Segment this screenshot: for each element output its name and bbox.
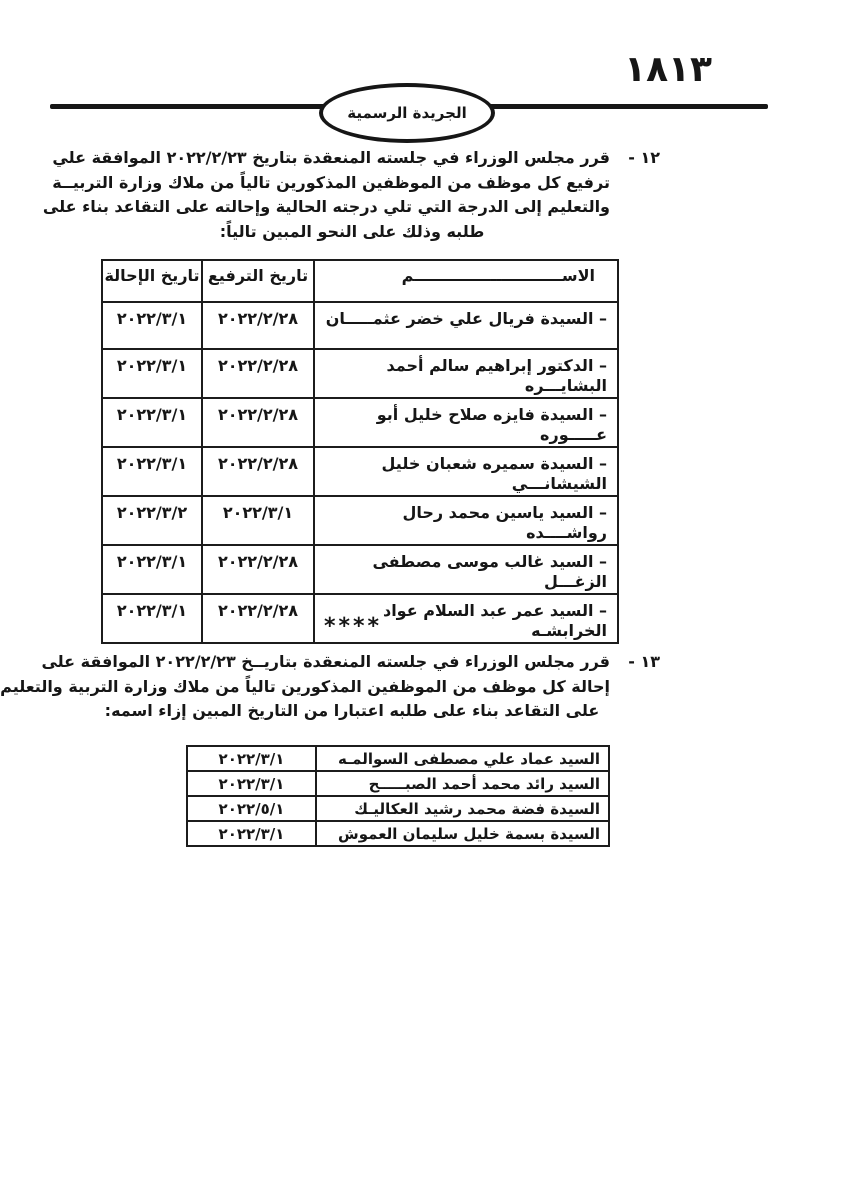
masthead-oval	[319, 83, 495, 143]
promotion-date-cell: ٢٠٢٢/٢/٢٨	[202, 594, 314, 643]
promotion-date-cell: ٢٠٢٢/٢/٢٨	[202, 398, 314, 447]
name-cell: – السيد ياسين محمد رحال رواشــــده	[314, 496, 618, 545]
table-row	[102, 302, 618, 349]
referral-date-cell: ٢٠٢٢/٣/١	[102, 545, 202, 594]
name-column-header: الاســـــــــــــــــــــــــــم	[314, 260, 618, 302]
table-row	[187, 771, 609, 796]
decree-12	[42, 146, 660, 244]
name-cell: السيدة فضة محمد رشيد العكاليـك	[316, 796, 609, 821]
retire-date-cell: ٢٠٢٢/٥/١	[187, 796, 316, 821]
referral-date-cell: ٢٠٢٢/٣/١	[102, 447, 202, 496]
decree-line: قرر مجلس الوزراء في جلسته المنعقدة بتاريخ ٢٠٢٢/٢/٢٣ الموافقة علي	[52, 148, 610, 167]
decree-12-number: ١٢ -	[628, 148, 660, 167]
name-cell: – السيدة فريال علي خضر عثمـــــان	[314, 302, 618, 349]
table-row	[187, 796, 609, 821]
table-row	[187, 746, 609, 771]
decree-line: ترفيع كل موظف من الموظفين المذكورين تالياً من ملاك وزارة التربيــة	[52, 172, 610, 192]
referral-date-cell: ٢٠٢٢/٣/١	[102, 594, 202, 643]
decree-line: والتعليم إلى الدرجة التي تلي درجته الحالية وإحالته على التقاعد بناء على	[42, 197, 610, 216]
retire-date-cell: ٢٠٢٢/٣/١	[187, 746, 316, 771]
retirement-table	[186, 745, 610, 847]
promotion-date-cell: ٢٠٢٢/٢/٢٨	[202, 545, 314, 594]
page-number: ١٨١٣	[624, 49, 712, 90]
referral-date-cell: ٢٠٢٢/٣/١	[102, 302, 202, 349]
name-cell: – السيد عمر عبد السلام عواد الخرابشـه	[314, 594, 618, 643]
table-row	[187, 821, 609, 846]
retire-date-cell: ٢٠٢٢/٣/١	[187, 771, 316, 796]
name-cell: السيدة بسمة خليل سليمان العموش	[316, 821, 609, 846]
referral-date-cell: ٢٠٢٢/٣/١	[102, 349, 202, 398]
decree-12-text	[42, 146, 610, 244]
name-cell: السيد رائد محمد أحمد الصبـــــح	[316, 771, 609, 796]
decree-line: قرر مجلس الوزراء في جلسته المنعقدة بتاريــخ ٢٠٢٢/٢/٢٣ الموافقة على	[41, 652, 610, 671]
decree-13	[0, 650, 660, 724]
table-header-row	[102, 260, 618, 302]
decree-13-number: ١٣ -	[628, 652, 660, 671]
table-row	[102, 496, 618, 545]
decree-13-text	[0, 650, 610, 724]
decree-line: إحالة كل موظف من الموظفين المذكورين تالياً من ملاك وزارة التربية والتعليم	[0, 676, 610, 696]
table-row	[102, 545, 618, 594]
masthead-title: الجريدة الرسمية	[347, 104, 467, 122]
name-cell: – السيدة فايزه صلاح خليل أبو عـــــوره	[314, 398, 618, 447]
section-separator: ****	[323, 614, 383, 639]
promotion-date-cell: ٢٠٢٢/٢/٢٨	[202, 349, 314, 398]
promotion-date-cell: ٢٠٢٢/٢/٢٨	[202, 302, 314, 349]
table-row	[102, 447, 618, 496]
name-cell: السيد عماد علي مصطفى السوالمـه	[316, 746, 609, 771]
retire-date-cell: ٢٠٢٢/٣/١	[187, 821, 316, 846]
name-cell: – السيد غالب موسى مصطفى الزغـــل	[314, 545, 618, 594]
name-cell: – الدكتور إبراهيم سالم أحمد البشايـــره	[314, 349, 618, 398]
promotion-date-cell: ٢٠٢٢/٢/٢٨	[202, 447, 314, 496]
decree-line: على التقاعد بناء على طلبه اعتبارا من التاريخ المبين إزاء اسمه:	[104, 701, 600, 720]
table-row	[102, 398, 618, 447]
referral-date-cell: ٢٠٢٢/٣/١	[102, 398, 202, 447]
decree-line: طلبه وذلك على النحو المبين تالياً:	[219, 221, 485, 241]
table-row	[102, 349, 618, 398]
promotion-date-column-header: تاريخ الترفيع	[202, 260, 314, 302]
promotion-referral-table	[101, 259, 619, 644]
name-cell: – السيدة سميره شعبان خليل الشيشانـــي	[314, 447, 618, 496]
referral-date-column-header: تاريخ الإحالة	[102, 260, 202, 302]
promotion-date-cell: ٢٠٢٢/٣/١	[202, 496, 314, 545]
referral-date-cell: ٢٠٢٢/٣/٢	[102, 496, 202, 545]
